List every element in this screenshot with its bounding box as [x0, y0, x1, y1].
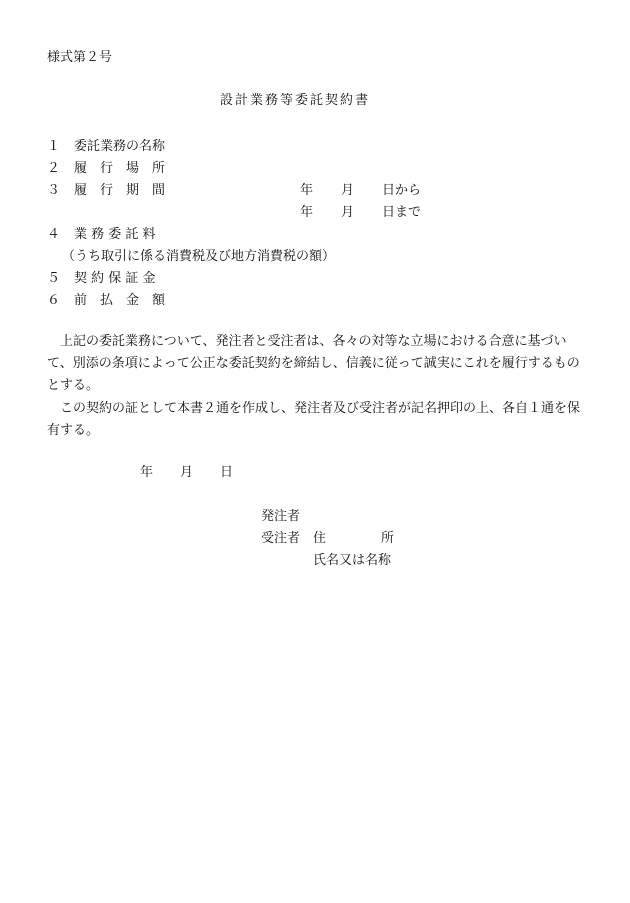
item-label-fee: 業 務 委 託 料	[74, 227, 156, 242]
item-label-location: 履 行 場 所	[74, 161, 166, 176]
address-label-part1: 住	[313, 531, 327, 546]
contractor-label: 受注者	[261, 531, 301, 546]
form-number: 様式第２号	[47, 50, 113, 65]
item-number-5: ５	[47, 271, 61, 286]
period-from-year: 年	[300, 183, 314, 198]
period-to-day: 日まで	[382, 205, 422, 220]
period-from-day: 日から	[382, 183, 422, 198]
contract-date-year: 年	[140, 465, 154, 480]
period-to-year: 年	[300, 205, 314, 220]
name-label: 氏名又は名称	[313, 553, 392, 568]
item-label-deposit: 契 約 保 証 金	[74, 271, 156, 286]
orderer-label: 発注者	[261, 509, 301, 524]
contract-date-day: 日	[220, 465, 234, 480]
tax-note: （うち取引に係る消費税及び地方消費税の額）	[62, 249, 336, 264]
period-from-month: 月	[341, 183, 355, 198]
address-label-part2: 所	[381, 531, 395, 546]
document-title: 設計業務等委託契約書	[220, 93, 371, 108]
item-number-1: １	[47, 139, 61, 154]
period-to-month: 月	[341, 205, 355, 220]
body-paragraph-1: 上記の委託業務について、発注者と受注者は、各々の対等な立場における合意に基づいて、別添の条項によって公正な委託契約を締結し、信義に従って誠実にこれを履行するものとする。	[47, 334, 580, 393]
item-label-task-name: 委託業務の名称	[74, 139, 166, 154]
item-number-2: ２	[47, 161, 61, 176]
body-paragraph-2: この契約の証として本書２通を作成し、発注者及び受注者が記名押印の上、各自１通を保有する。	[47, 401, 581, 438]
item-label-advance-payment: 前 払 金 額	[74, 293, 166, 308]
item-number-3: ３	[47, 183, 61, 198]
contract-date-month: 月	[180, 465, 194, 480]
item-number-6: ６	[47, 293, 61, 308]
item-number-4: ４	[47, 227, 61, 242]
item-label-period: 履 行 期 間	[74, 183, 166, 198]
